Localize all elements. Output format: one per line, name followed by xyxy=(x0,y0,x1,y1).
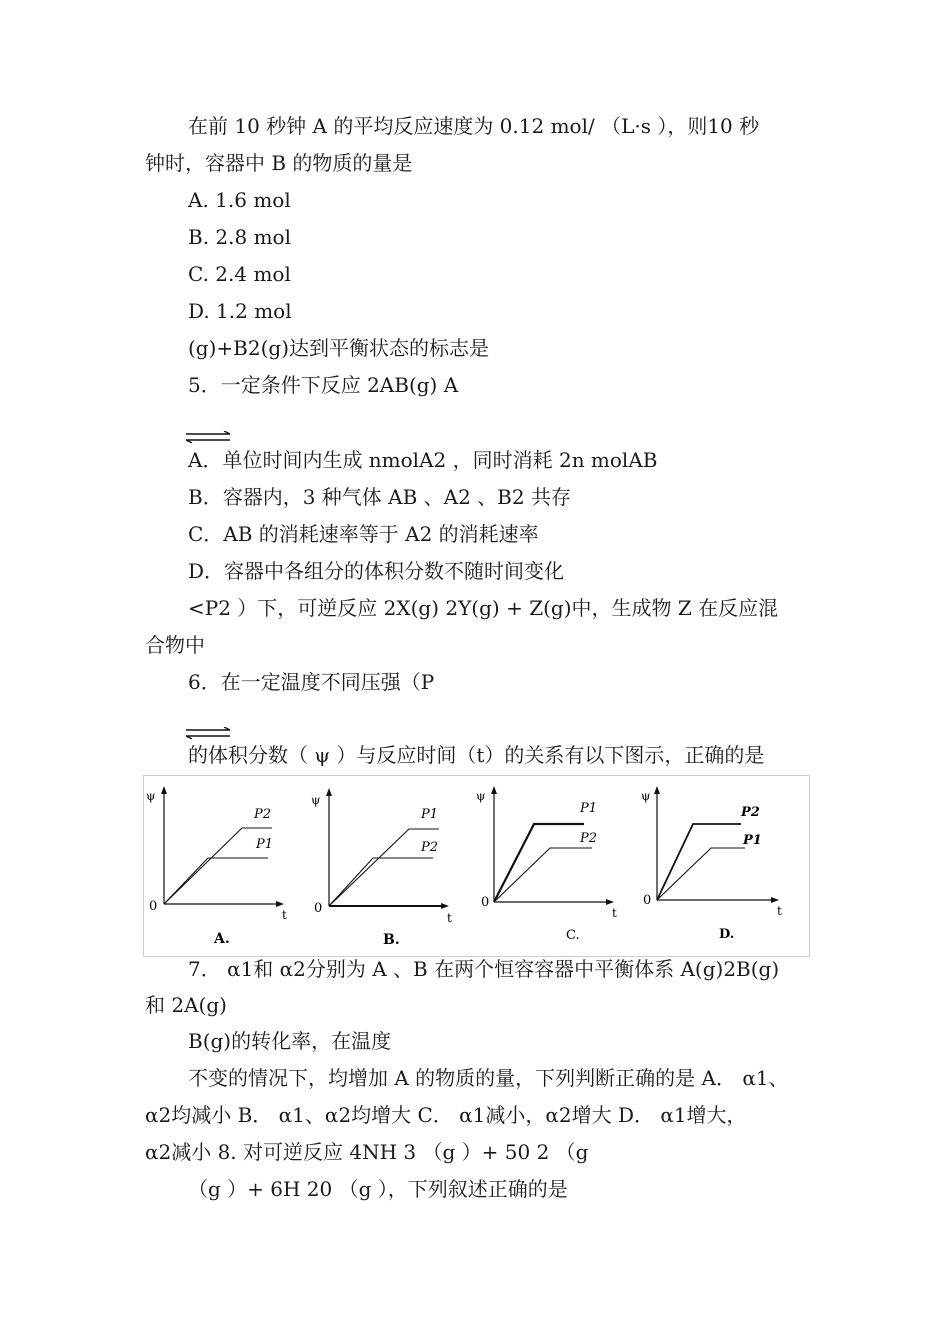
graph-panel-c xyxy=(474,776,639,956)
curve-label-upper: P2 xyxy=(254,807,272,822)
question-6: 6．在一定温度不同压强（P xyxy=(188,670,435,694)
text-line: <P2 ）下，可逆反应 2X(g) 2Y(g) + Z(g)中，生成物 Z 在反应混 xyxy=(188,596,779,620)
origin-label: 0 xyxy=(149,899,158,914)
graph-options-figure xyxy=(143,775,810,957)
option-label: A. xyxy=(214,931,230,947)
graph-panel-d xyxy=(639,776,809,956)
y-axis-label: ψ xyxy=(476,789,486,803)
question-8: α2减小 8. 对可逆反应 4NH 3 （g ）+ 50 2 （g xyxy=(145,1140,589,1164)
text-line: （g ）+ 6H 20 （g ），下列叙述正确的是 xyxy=(188,1177,568,1201)
option-label: C. xyxy=(566,928,580,943)
curve-label-upper: P2 xyxy=(741,805,760,820)
text-line: 钟时，容器中 B 的物质的量是 xyxy=(145,151,413,175)
equilibrium-arrow-icon xyxy=(186,727,230,739)
option-label: D. xyxy=(719,927,735,942)
curve-label-lower: P2 xyxy=(580,831,598,846)
question-7: 7． α1和 α2分别为 A 、B 在两个恒容容器中平衡体系 A(g)2B(g) xyxy=(188,957,780,981)
option-c: C．AB 的消耗速率等于 A2 的消耗速率 xyxy=(188,522,539,546)
origin-label: 0 xyxy=(643,893,652,908)
text-line: 和 2A(g) xyxy=(145,993,227,1017)
curve-label-upper: P1 xyxy=(421,807,439,822)
x-axis-label: t xyxy=(612,906,617,920)
text-line: (g)+B2(g)达到平衡状态的标志是 xyxy=(188,336,489,360)
curve-label-upper: P1 xyxy=(580,801,598,816)
option-b: B．容器内，3 种气体 AB 、A2 、B2 共存 xyxy=(188,485,571,509)
curve-label-lower: P1 xyxy=(743,833,762,848)
option-c: C. 2.4 mol xyxy=(188,262,291,286)
option-label: B. xyxy=(383,932,400,948)
y-axis-label: ψ xyxy=(146,789,156,803)
option-a: A. 1.6 mol xyxy=(188,188,291,212)
question-5: 5．一定条件下反应 2AB(g) A xyxy=(188,373,459,397)
curve-label-lower: P1 xyxy=(256,837,274,852)
y-axis-label: ψ xyxy=(641,789,651,803)
graph-panel-a xyxy=(144,776,309,956)
option-d: D．容器中各组分的体积分数不随时间变化 xyxy=(188,559,565,583)
origin-label: 0 xyxy=(314,901,323,916)
option-a: A．单位时间内生成 nmolA2 ，同时消耗 2n molAB xyxy=(188,448,658,472)
origin-label: 0 xyxy=(481,895,490,910)
option-b: B. 2.8 mol xyxy=(188,225,291,249)
equilibrium-arrow-icon xyxy=(186,431,230,443)
x-axis-label: t xyxy=(282,908,287,922)
text-line: 不变的情况下，均增加 A 的物质的量，下列判断正确的是 A． α1、 xyxy=(188,1066,789,1090)
text-line: 的体积分数（ ψ ）与反应时间（t）的关系有以下图示，正确的是 xyxy=(188,743,765,767)
option-d: D. 1.2 mol xyxy=(188,299,292,323)
text-line: 合物中 xyxy=(145,633,205,657)
x-axis-label: t xyxy=(447,911,452,925)
graph-panel-b xyxy=(309,776,474,956)
text-line: α2均减小 B． α1、α2均增大 C． α1减小，α2增大 D． α1增大， xyxy=(145,1103,747,1127)
y-axis-label: ψ xyxy=(311,793,321,807)
text-line: B(g)的转化率，在温度 xyxy=(188,1029,392,1053)
curve-label-lower: P2 xyxy=(421,840,439,855)
text-line: 在前 10 秒钟 A 的平均反应速度为 0.12 mol/ （L·s ），则10 秒 xyxy=(188,114,760,138)
x-axis-label: t xyxy=(777,904,782,918)
